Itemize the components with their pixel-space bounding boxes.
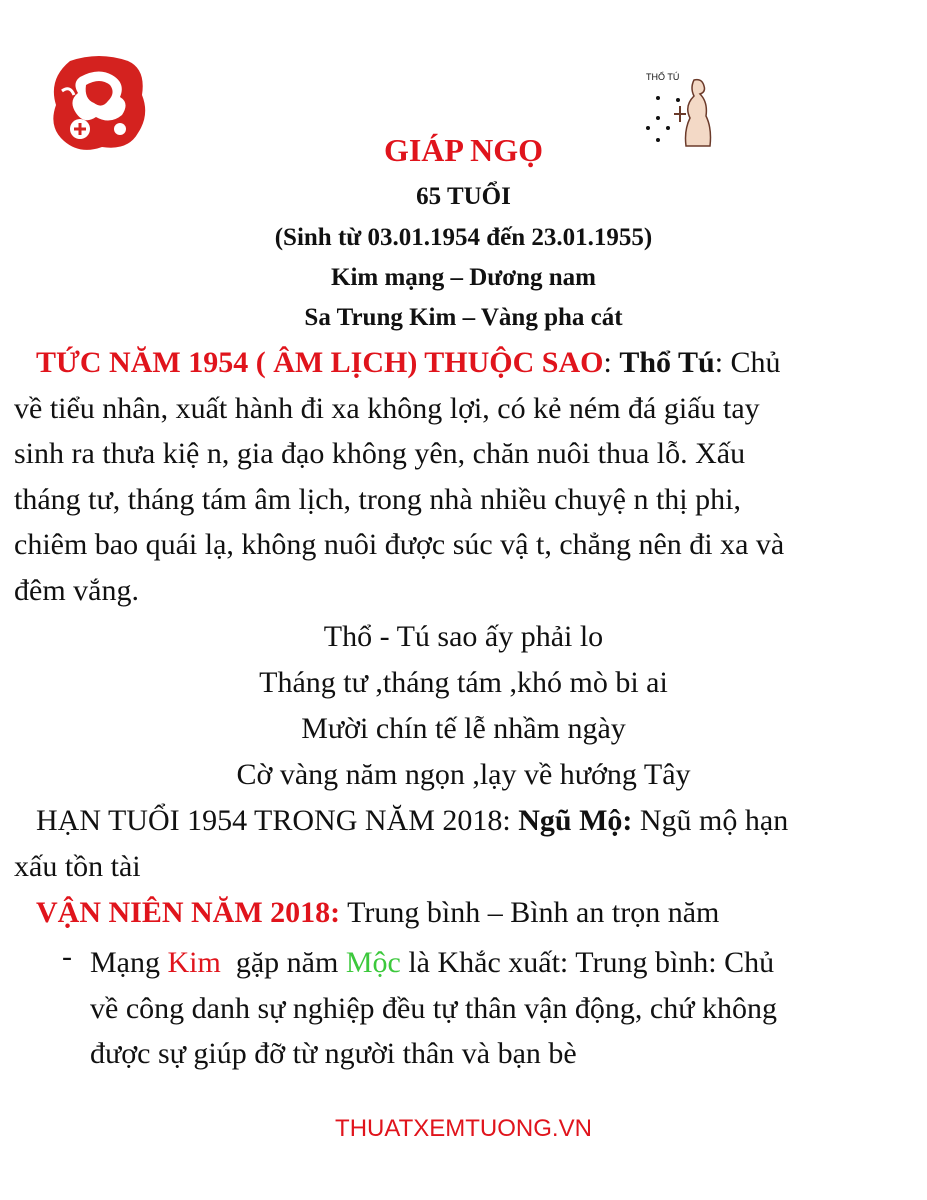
han-text-first: Ngũ mộ hạn [632, 804, 789, 837]
list-line-1 [90, 940, 910, 986]
moc-word: Mộc [345, 946, 401, 979]
han-prefix: HẠN TUỔI 1954 TRONG NĂM 2018: [36, 804, 519, 837]
list-item [90, 940, 910, 1077]
element-desc: Sa Trung Kim – Vàng pha cát [304, 304, 623, 331]
list-part: Mạng [90, 946, 168, 979]
poem-line: Tháng tư ,tháng tám ,khó mò bi ai [259, 666, 668, 699]
site-footer: THUATXEMTUONG.VN [335, 1115, 592, 1142]
han-name: Ngũ Mộ: [518, 804, 633, 837]
element-line: Kim mạng – Dương nam [331, 264, 596, 291]
list-part: là Khắc xuất: Trung bình: Chủ [400, 946, 775, 979]
star-line: đêm vắng. [14, 573, 139, 607]
van-nien-text: Trung bình – Bình an trọn năm [340, 896, 720, 929]
list-line-3: được sự giúp đỡ từ người thân và bạn bè [90, 1037, 577, 1071]
poem-line: Mười chín tế lễ nhầm ngày [301, 712, 626, 745]
star-name: Thổ Tú [619, 346, 715, 379]
han-line-2: xấu tồn tài [14, 849, 141, 883]
star-heading: TỨC NĂM 1954 ( ÂM LỊCH) THUỘC SAO [36, 346, 604, 379]
birth-range: (Sinh từ 03.01.1954 đến 23.01.1955) [274, 224, 653, 251]
han-section [14, 798, 914, 889]
han-line-1 [14, 798, 914, 844]
list-dash: - [62, 940, 72, 973]
poem [0, 614, 927, 798]
van-nien-heading: VẬN NIÊN NĂM 2018: [36, 896, 341, 929]
star-label: THỔ TÚ [646, 72, 680, 82]
star-text-first: : Chủ [714, 346, 781, 379]
star-line: chiêm bao quái lạ, không nuôi được súc vậ t, chẳng nên đi xa và [14, 528, 785, 562]
star-heading-line [14, 340, 914, 386]
list-line-2: về công danh sự nghiệp đều tự thân vận động, chứ không [90, 991, 777, 1025]
list-part: gặp năm [220, 946, 346, 979]
star-colon: : [603, 346, 620, 379]
poem-line: Cờ vàng năm ngọn ,lạy về hướng Tây [236, 758, 691, 791]
age-line: 65 TUỔI [416, 183, 511, 210]
star-section [14, 340, 914, 614]
star-line: về tiểu nhân, xuất hành đi xa không lợi, có kẻ ném đá giấu tay [14, 391, 760, 425]
page-title: GIÁP NGỌ [383, 132, 544, 168]
star-line: tháng tư, tháng tám âm lịch, trong nhà nhiều chuyệ n thị phi, [14, 482, 741, 516]
kim-word: Kim [167, 946, 221, 979]
star-line: sinh ra thưa kiệ n, gia đạo không yên, chăn nuôi thua lỗ. Xấu [14, 437, 746, 471]
poem-line: Thổ - Tú sao ấy phải lo [323, 620, 604, 653]
van-nien-section [14, 890, 914, 936]
